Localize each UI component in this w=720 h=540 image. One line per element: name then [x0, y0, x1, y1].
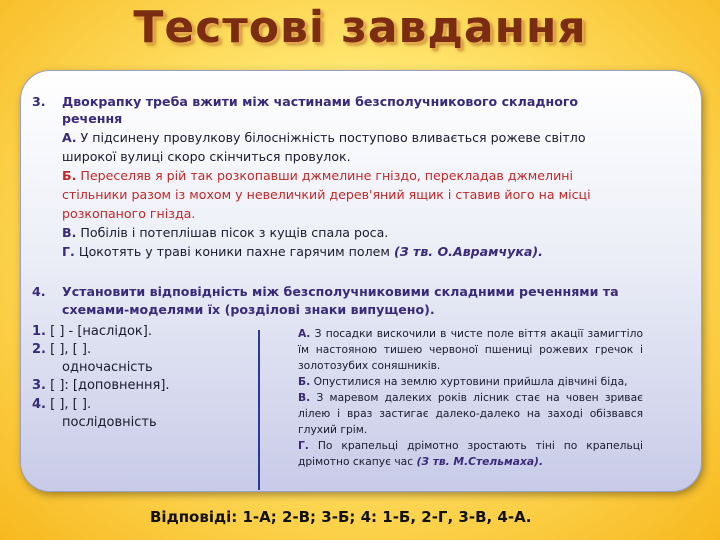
answer-line: Відповіді: 1-А; 2-В; 3-Б; 4: 1-Б, 2-Г, 3-В, 4-А. — [150, 508, 532, 526]
scheme-4 — [32, 395, 91, 414]
q3-option-a — [62, 128, 586, 147]
q3-number: 3. — [32, 94, 46, 109]
scheme-3 — [32, 376, 170, 395]
q3-option-b-line2: стільники разом із мохом у невеличкий дерев'яний ящик і ставив його на місці — [62, 187, 591, 202]
sentence-b-text: Опустилися на землю хуртовини прийшла дівчині біда, — [313, 375, 628, 388]
q4-number: 4. — [32, 284, 46, 299]
scheme-2-caption: одночасність — [62, 360, 153, 375]
q3-option-a-text: У підсинену провулкову білосніжність поступово вливається рожеве світло — [80, 130, 586, 145]
sentence-c — [298, 390, 643, 438]
scheme-4-text: [ ], [ ]. — [50, 397, 92, 412]
scheme-1-number: 1. — [32, 324, 46, 339]
q3-option-b — [62, 166, 573, 185]
q3-option-c — [62, 223, 388, 242]
sentence-b-label: Б. — [298, 375, 311, 388]
sentence-a — [298, 326, 643, 374]
q3-option-d — [62, 242, 543, 261]
q3-option-c-label: В. — [62, 225, 77, 240]
sentences-box — [298, 326, 643, 470]
sentence-d-label: Г. — [298, 439, 309, 452]
sentence-a-label: А. — [298, 327, 311, 340]
q3-option-d-label: Г. — [62, 244, 75, 259]
sentence-d-text: По крапельці дрімотно зростають тіні по крапельці дрімотно скапує час — [298, 439, 643, 468]
q3-option-c-text: Побілів і потеплішав пісок з кущів спала роса. — [80, 225, 389, 240]
scheme-4-caption: послідовність — [62, 415, 157, 430]
sentence-a-text: З посадки вискочили в чисте поле віття акації замигтіло їм настояною тишею червоної пшениці рожевих гречок і золотозубих соняшників. — [298, 327, 643, 372]
scheme-3-number: 3. — [32, 378, 46, 393]
sentence-b — [298, 374, 643, 390]
q4-text-line2: схемами-моделями їх (розділові знаки випущено). — [62, 302, 435, 317]
scheme-2-number: 2. — [32, 342, 46, 357]
q3-option-b-label: Б. — [62, 168, 77, 183]
q3-text-line1: Двокрапку треба вжити між частинами безсполучникового складного — [62, 94, 579, 109]
scheme-4-number: 4. — [32, 397, 46, 412]
page-title: Тестові завдання — [133, 2, 587, 53]
scheme-2-text: [ ], [ ]. — [50, 342, 92, 357]
q3-text-line2: речення — [62, 111, 123, 126]
scheme-3-text: [ ]: [доповнення]. — [50, 378, 170, 393]
sentence-c-text: З маревом далеких років лісник стає на човен зриває лілею і враз застигає далеко-далеко на заході обізвався глухий грім. — [298, 391, 643, 436]
sentence-d-source: (З тв. М.Стельмаха). — [416, 455, 544, 468]
q3-option-a-label: А. — [62, 130, 77, 145]
scheme-2 — [32, 340, 91, 359]
q4-text-line1: Установити відповідність між безсполучниковими складними реченнями та — [62, 284, 619, 299]
column-divider — [258, 330, 260, 490]
q3-option-d-text: Цокотять у траві коники пахне гарячим полем — [78, 244, 390, 259]
q3-option-d-source: (З тв. О.Аврамчука). — [393, 244, 543, 259]
q3-option-b-text: Переселяв я рій так розкопавши джмелине гніздо, перекладав джмелині — [80, 168, 574, 183]
scheme-1 — [32, 322, 152, 341]
scheme-1-text: [ ] - [наслідок]. — [50, 324, 152, 339]
q3-option-a-line2: широкої вулиці скоро скінчиться провулок. — [62, 149, 351, 164]
sentence-c-label: В. — [298, 391, 311, 404]
sentence-d — [298, 438, 643, 470]
q3-option-b-line3: розкопаного гнізда. — [62, 206, 196, 221]
